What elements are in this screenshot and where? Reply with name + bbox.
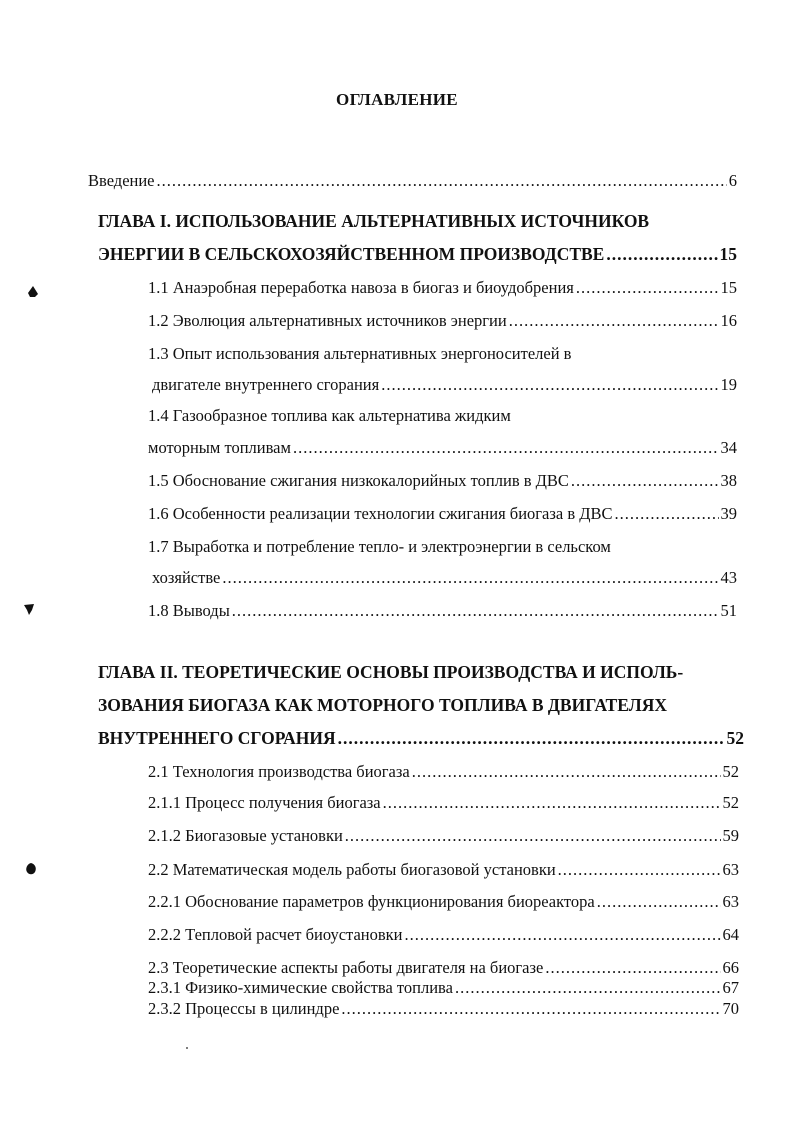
dot-leader <box>232 600 719 622</box>
margin-mark-icon <box>22 602 36 616</box>
toc-entry-1-2[interactable]: 1.2 Эволюция альтернативных источников энергии ..... 16 <box>148 310 737 332</box>
chapter-2-heading-line1[interactable]: ГЛАВА II. ТЕОРЕТИЧЕСКИЕ ОСНОВЫ ПРОИЗВОДСТВА И ИСПОЛЬ- <box>98 662 684 682</box>
dot-leader <box>576 277 719 299</box>
toc-page-number: 52 <box>722 793 739 812</box>
toc-entry-2-2-2[interactable]: 2.2.2 Тепловой расчет биоустановки ..... 64 <box>148 924 739 946</box>
dot-leader <box>597 891 721 913</box>
scan-speck <box>186 1047 188 1049</box>
toc-entry-2-3[interactable]: 2.3 Теоретические аспекты работы двигателя на биогазе ..... 66 <box>148 957 739 979</box>
toc-entry-2-1-1[interactable]: 2.1.1 Процесс получения биогаза ..... 52 <box>148 792 739 814</box>
toc-page-number: 6 <box>728 171 737 190</box>
chapter-1-heading-line2[interactable]: ЭНЕРГИИ В СЕЛЬСКОХОЗЯЙСТВЕННОМ ПРОИЗВОДСТВЕ ..... 15 <box>98 243 737 265</box>
toc-page-number: 16 <box>720 311 737 330</box>
dot-leader <box>405 924 721 946</box>
margin-mark-icon <box>26 285 40 299</box>
toc-entry-2-2-1[interactable]: 2.2.1 Обоснование параметров функционирования биореактора ..... 63 <box>148 891 739 913</box>
dot-leader <box>381 374 718 396</box>
chapter-2-heading-line3[interactable]: ВНУТРЕННЕГО СГОРАНИЯ ..... 52 <box>98 727 744 749</box>
toc-entry-1-8[interactable]: 1.8 Выводы ..... 51 <box>148 600 737 622</box>
dot-leader <box>383 792 721 814</box>
dot-leader <box>157 170 727 192</box>
toc-page-number: 19 <box>720 375 737 394</box>
margin-mark-icon <box>24 862 38 876</box>
toc-page-number: 59 <box>722 826 739 845</box>
page-title: ОГЛАВЛЕНИЕ <box>336 90 458 109</box>
toc-page-number: 70 <box>722 999 739 1018</box>
dot-leader <box>341 998 720 1020</box>
toc-entry-2-3-1[interactable]: 2.3.1 Физико-химические свойства топлива ..... 67 <box>148 977 739 999</box>
toc-page-number: 43 <box>720 568 737 587</box>
toc-page-number: 52 <box>722 762 739 781</box>
dot-leader <box>509 310 719 332</box>
toc-page-number: 15 <box>719 244 737 264</box>
toc-page-number: 64 <box>722 925 739 944</box>
toc-page-number: 38 <box>720 471 737 490</box>
dot-leader <box>571 470 719 492</box>
toc-page-number: 51 <box>720 601 737 620</box>
toc-entry-1-5[interactable]: 1.5 Обоснование сжигания низкокалорийных топлив в ДВС ..... 38 <box>148 470 737 492</box>
toc-entry-1-7-line1[interactable]: 1.7 Выработка и потребление тепло- и электроэнергии в сельском <box>148 537 611 556</box>
dot-leader <box>293 437 719 459</box>
toc-entry-intro[interactable] <box>88 170 737 192</box>
toc-entry-2-1[interactable]: 2.1 Технология производства биогаза ..... 52 <box>148 761 739 783</box>
toc-page-number: 15 <box>720 278 737 297</box>
toc-entry-1-3-line1[interactable]: 1.3 Опыт использования альтернативных энергоносителей в <box>148 344 572 363</box>
toc-entry-1-6[interactable]: 1.6 Особенности реализации технологии сжигания биогаза в ДВС ..... 39 <box>148 503 737 525</box>
toc-entry-2-2[interactable]: 2.2 Математическая модель работы биогазовой установки ..... 63 <box>148 859 739 881</box>
toc-entry-1-4-line2[interactable]: моторным топливам ..... 34 <box>148 437 737 459</box>
toc-entry-2-3-2[interactable]: 2.3.2 Процессы в цилиндре ..... 70 <box>148 998 739 1020</box>
dot-leader <box>222 567 718 589</box>
dot-leader <box>545 957 720 979</box>
toc-page-number: 34 <box>720 438 737 457</box>
toc-entry-1-4-line1[interactable]: 1.4 Газообразное топлива как альтернатива жидким <box>148 406 511 425</box>
toc-page-number: 67 <box>722 978 739 997</box>
toc-entry-1-3-line2[interactable]: двигателе внутреннего сгорания ..... 19 <box>152 374 737 396</box>
chapter-1-heading-line1[interactable]: ГЛАВА I. ИСПОЛЬЗОВАНИЕ АЛЬТЕРНАТИВНЫХ ИСТОЧНИКОВ <box>98 211 650 231</box>
dot-leader <box>345 825 721 847</box>
dot-leader <box>455 977 721 999</box>
toc-entry-text: Введение <box>88 171 155 190</box>
dot-leader <box>412 761 721 783</box>
toc-entry-1-1[interactable]: 1.1 Анаэробная переработка навоза в биогаз и биоудобрения ..... 15 <box>148 277 737 299</box>
dot-leader <box>558 859 721 881</box>
toc-entry-2-1-2[interactable]: 2.1.2 Биогазовые установки ..... 59 <box>148 825 739 847</box>
toc-page-number: 63 <box>722 860 739 879</box>
toc-page-number: 66 <box>722 958 739 977</box>
dot-leader <box>606 243 717 265</box>
dot-leader <box>615 503 719 525</box>
chapter-2-heading-line2[interactable]: ЗОВАНИЯ БИОГАЗА КАК МОТОРНОГО ТОПЛИВА В ДВИГАТЕЛЯХ <box>98 695 667 715</box>
toc-page-number: 63 <box>722 892 739 911</box>
toc-page-number: 39 <box>720 504 737 523</box>
dot-leader <box>338 727 725 749</box>
toc-page-number: 52 <box>726 728 744 748</box>
toc-entry-1-7-line2[interactable]: хозяйстве ..... 43 <box>152 567 737 589</box>
